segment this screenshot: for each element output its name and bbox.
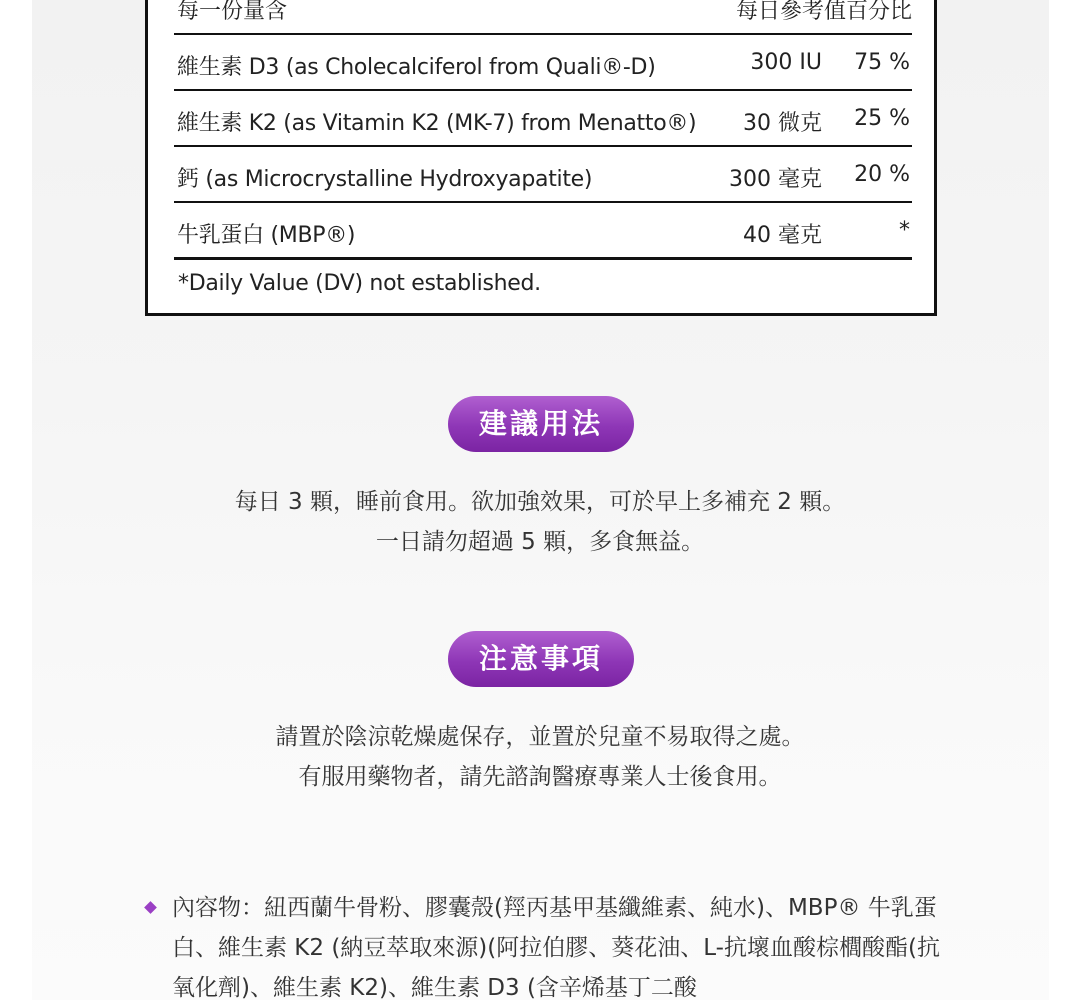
facts-row-dv: 25 %: [854, 106, 910, 131]
facts-row-vitamin-k2: [174, 91, 912, 147]
facts-header-daily-value: 每日參考值百分比: [735, 0, 912, 24]
facts-row-amount: 300 IU: [750, 50, 822, 75]
facts-row-amount: 40 毫克: [743, 223, 822, 248]
notice-section-title: 注意事項: [448, 631, 634, 687]
usage-line-1: 每日 3 顆，睡前食用。欲加強效果，可於早上多補充 2 顆。: [234, 489, 846, 515]
ingredients-text: 內容物：紐西蘭牛骨粉、膠囊殼(羥丙基甲基纖維素、純水)、MBP® 牛乳蛋白、維生素 K2 (納豆萃取來源)(阿拉伯膠、葵花油、L-抗壞血酸棕櫚酸酯(抗氧化劑)、維生素 K2)、維生素 D3 (含辛烯基丁二酸: [172, 895, 940, 1001]
facts-row-dv: 20 %: [854, 162, 910, 187]
facts-row-name: 維生素 D3 (as Cholecalciferol from Quali®-D): [177, 55, 656, 80]
notice-line-1: 請置於陰涼乾燥處保存，並置於兒童不易取得之處。: [275, 724, 805, 750]
notice-line-2: 有服用藥物者，請先諮詢醫療專業人士後食用。: [298, 764, 782, 790]
facts-row-milk-protein: [174, 203, 912, 260]
facts-row-name: 牛乳蛋白 (MBP®): [177, 223, 356, 248]
facts-row-amount: 30 微克: [743, 111, 822, 136]
usage-line-2: 一日請勿超過 5 顆，多食無益。: [375, 529, 705, 555]
facts-row-dv: *: [899, 218, 910, 243]
facts-row-calcium: [174, 147, 912, 203]
facts-row-name: 鈣 (as Microcrystalline Hydroxyapatite): [177, 167, 593, 192]
facts-row-name: 維生素 K2 (as Vitamin K2 (MK-7) from Menatto®): [177, 111, 697, 136]
facts-row-vitamin-d3: [174, 35, 912, 91]
facts-header-serving: 每一份量含: [177, 0, 288, 24]
facts-footnote: *Daily Value (DV) not established.: [178, 271, 541, 296]
supplement-facts-table: [145, 0, 937, 316]
usage-section-title: 建議用法: [448, 396, 634, 452]
facts-header-row: [174, 0, 912, 35]
facts-row-amount: 300 毫克: [729, 167, 822, 192]
facts-row-dv: 75 %: [854, 50, 910, 75]
